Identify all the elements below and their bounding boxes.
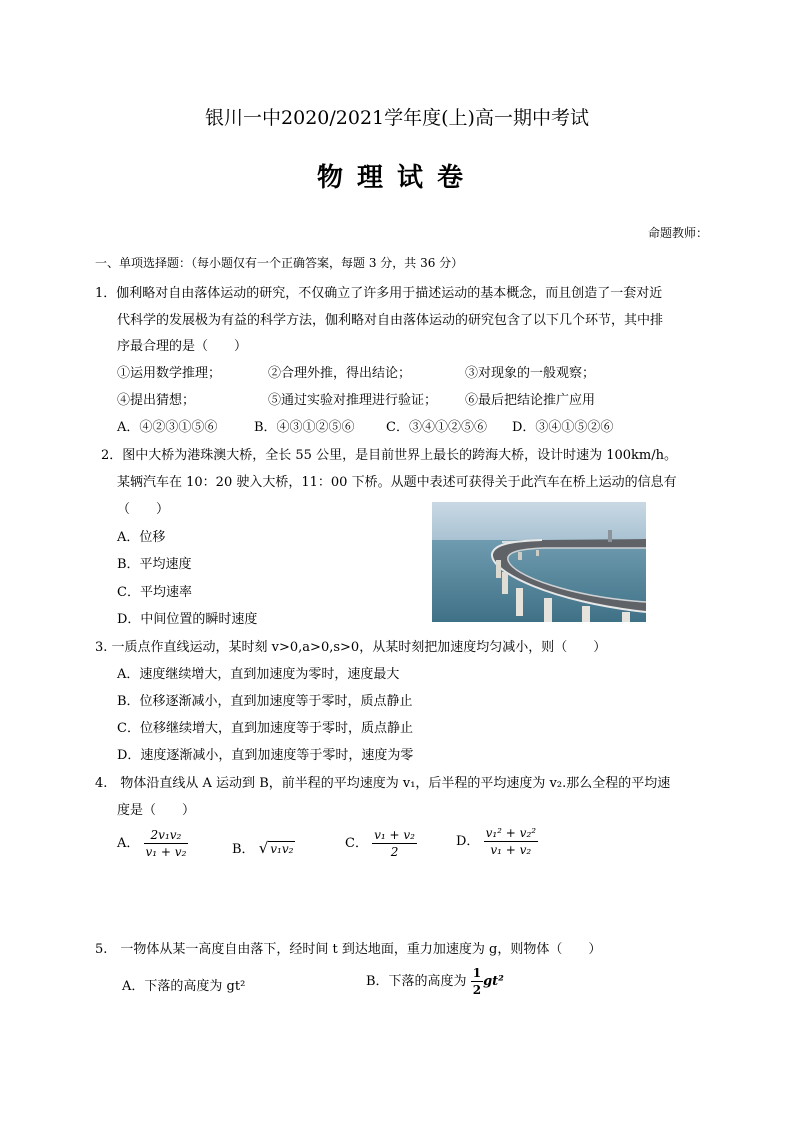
q5-b-tail: gt² xyxy=(483,974,504,989)
q4-d-denominator: v₁ + v₂ xyxy=(490,843,532,857)
q1-line2: 代科学的发展极为有益的科学方法，伽利略对自由落体运动的研究包含了以下几个环节，其中排 xyxy=(117,313,664,328)
q4-option-a-label: A． xyxy=(117,836,140,851)
q5-option-b xyxy=(366,966,504,997)
q4-option-a-fraction xyxy=(144,828,189,859)
q2-line2: 某辆汽车在 10：20 驶入大桥，11：00 下桥。从题中表述可获得关于此汽车在桥上运动的信息有 xyxy=(117,475,677,490)
q1-step4: ④提出猜想； xyxy=(117,393,196,408)
q2-line3: （ ） xyxy=(117,502,170,517)
q5-stem: 5. 一物体从某一高度自由落下，经时间 t 到达地面，重力加速度为 g，则物体（ ） xyxy=(95,942,602,957)
q1-line1: 1．伽利略对自由落体运动的研究，不仅确立了许多用于描述运动的基本概念，而且创造了一套对近 xyxy=(95,286,663,301)
q3-option-c: C．位移继续增大，直到加速度等于零时，质点静止 xyxy=(117,721,413,736)
section-heading: 一、单项选择题：（每小题仅有一个正确答案，每题 3 分，共 36 分） xyxy=(95,256,464,270)
q1-option-b: B．④③①②⑤⑥ xyxy=(254,420,355,435)
q3-stem: 3. 一质点作直线运动，某时刻 v>0,a>0,s>0，从某时刻把加速度均匀减小，则（ ） xyxy=(95,640,607,655)
q4-d-numerator: v₁² + v₂² xyxy=(485,826,537,840)
q4-option-d-label: D． xyxy=(456,834,480,849)
q1-option-a: A．④②③①⑤⑥ xyxy=(117,420,218,435)
q2-option-a: A．位移 xyxy=(117,530,166,545)
q2-line1: 2．图中大桥为港珠澳大桥，全长 55 公里，是目前世界上最长的跨海大桥，设计时速为 100km/h。 xyxy=(101,448,677,463)
teacher-label: 命题教师： xyxy=(648,226,709,240)
q4-option-d-fraction xyxy=(484,826,538,857)
q4-option-a xyxy=(117,828,188,859)
q2-option-c: C．平均速率 xyxy=(117,585,192,600)
q4-c-denominator: 2 xyxy=(390,845,399,859)
q1-option-c: C．③④①②⑤⑥ xyxy=(386,420,487,435)
q4-line1: 4. 物体沿直线从 A 运动到 B，前半程的平均速度为 v₁，后半程的平均速度为 v₂.那么全程的平均速 xyxy=(95,776,671,791)
q1-step3: ③对现象的一般观察； xyxy=(465,366,596,381)
q3-option-d: D．速度逐渐减小，直到加速度等于零时，速度为零 xyxy=(117,748,414,763)
q2-option-b: B．平均速度 xyxy=(117,557,192,572)
q4-a-denominator: v₁ + v₂ xyxy=(145,845,187,859)
q1-step2: ②合理外推，得出结论； xyxy=(268,366,412,381)
bridge-photo xyxy=(432,502,646,622)
q3-option-a: A．速度继续增大，直到加速度为零时，速度最大 xyxy=(117,667,400,682)
q4-a-numerator: 2v₁v₂ xyxy=(144,828,189,844)
q4-option-c-label: C． xyxy=(345,836,368,851)
q3-option-b: B．位移逐渐减小，直到加速度等于零时，质点静止 xyxy=(117,694,413,709)
q1-line3: 序最合理的是（ ） xyxy=(117,339,248,354)
q2-option-d: D．中间位置的瞬时速度 xyxy=(117,612,258,627)
q1-step1: ①运用数学推理； xyxy=(117,366,222,381)
q5-option-b-label: B．下落的高度为 xyxy=(366,974,467,989)
q4-option-b-label: B． xyxy=(232,842,255,857)
q1-step5: ⑤通过实验对推理进行验证； xyxy=(268,393,438,408)
q4-line2: 度是（ ） xyxy=(117,803,196,818)
q4-c-numerator: v₁ + v₂ xyxy=(374,828,415,842)
q5-b-denominator: 2 xyxy=(472,983,482,997)
q5-option-a: A．下落的高度为 gt² xyxy=(122,979,246,994)
paper-title: 物理试卷 xyxy=(316,163,477,193)
q4-option-c-fraction xyxy=(372,828,417,859)
q1-step6: ⑥最后把结论推广应用 xyxy=(465,393,596,408)
q5-option-b-fraction xyxy=(471,966,483,997)
q4-b-radicand: v₁v₂ xyxy=(270,842,294,856)
q4-option-b xyxy=(232,838,295,857)
exam-title: 银川一中2020/2021学年度(上)高一期中考试 xyxy=(205,107,589,129)
q1-option-d: D．③④①⑤②⑥ xyxy=(512,420,614,435)
q4-option-d xyxy=(456,826,538,857)
sqrt-icon: √ xyxy=(258,839,269,857)
q4-option-c xyxy=(345,828,417,859)
q5-b-numerator: 1 xyxy=(472,966,482,980)
